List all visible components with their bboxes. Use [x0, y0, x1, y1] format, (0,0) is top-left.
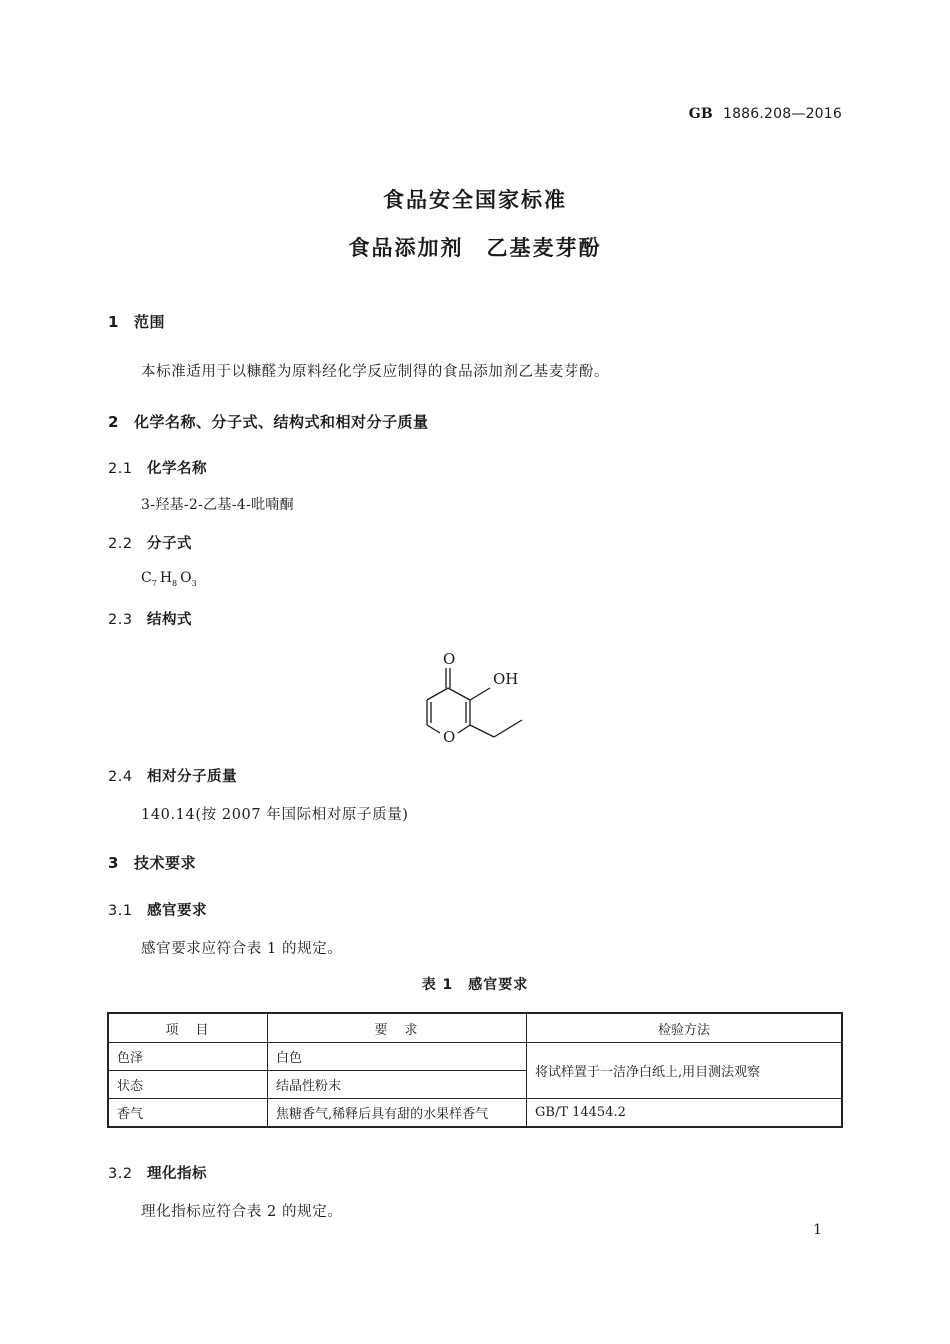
- table-header-row: [108, 1013, 842, 1043]
- section-title: 理化指标: [147, 1166, 207, 1182]
- section-number: 2.2: [108, 536, 133, 552]
- cell-requirement: 结晶性粉末: [268, 1071, 527, 1099]
- document-title: 食品安全国家标准: [383, 188, 567, 212]
- standard-prefix: GB: [688, 106, 713, 122]
- count-o: 3: [191, 578, 197, 588]
- count-h: 8: [172, 578, 178, 588]
- ring-bond: [427, 688, 448, 700]
- hydroxyl-label: OH: [493, 670, 519, 688]
- section-number: 3.1: [108, 903, 133, 919]
- ring-oxygen-label: O: [443, 728, 456, 746]
- section-number: 3: [108, 854, 119, 872]
- section-title: 化学名称: [147, 461, 207, 477]
- ring-bond: [458, 725, 470, 733]
- ethyl-bond: [494, 720, 522, 737]
- chemical-name: 3-羟基-2-乙基-4-吡喃酮: [141, 497, 294, 513]
- cell-requirement: 白色: [268, 1043, 527, 1071]
- column-header-requirement: 要 求: [268, 1013, 527, 1043]
- ring-bond: [427, 725, 440, 733]
- element-h: H: [159, 570, 173, 586]
- table-row: [108, 1043, 842, 1071]
- section-2-4-heading: [108, 765, 237, 786]
- section-number: 2: [108, 413, 119, 431]
- section-2-heading: [108, 411, 429, 432]
- standard-code: [689, 106, 842, 122]
- cell-method: GB/T 14454.2: [527, 1099, 843, 1128]
- section-title: 技术要求: [134, 854, 197, 872]
- section-3-2-heading: [108, 1162, 207, 1183]
- section-number: 1: [108, 313, 119, 331]
- section-number: 3.2: [108, 1166, 133, 1182]
- section-2-1-heading: [108, 457, 207, 478]
- cell-requirement: 焦糖香气,稀释后具有甜的水果样香气: [268, 1099, 527, 1128]
- section-3-heading: [108, 852, 196, 873]
- sensory-requirements-table: [107, 1012, 843, 1128]
- section-2-2-heading: [108, 532, 192, 553]
- section-number: 2.1: [108, 461, 133, 477]
- section-1-heading: [108, 311, 165, 332]
- count-c: 7: [151, 578, 157, 588]
- standard-number: 1886.208—2016: [722, 106, 842, 122]
- structural-formula-diagram: [400, 640, 540, 750]
- scope-paragraph: 本标准适用于以糠醛为原料经化学反应制得的食品添加剂乙基麦芽酚。: [141, 364, 610, 380]
- cell-item: 香气: [108, 1099, 268, 1128]
- section-title: 化学名称、分子式、结构式和相对分子质量: [134, 413, 429, 431]
- element-o: O: [180, 570, 192, 586]
- section-title: 感官要求: [147, 903, 207, 919]
- section-number: 2.3: [108, 612, 133, 628]
- section-title: 范围: [134, 313, 166, 331]
- document-subtitle: 食品添加剂 乙基麦芽酚: [348, 236, 602, 260]
- ring-bond: [448, 688, 470, 700]
- section-number: 2.4: [108, 769, 133, 785]
- molecular-mass: 140.14(按 2007 年国际相对原子质量): [141, 807, 409, 823]
- physicochemical-paragraph: 理化指标应符合表 2 的规定。: [141, 1204, 343, 1220]
- column-header-method: 检验方法: [527, 1013, 843, 1043]
- element-c: C: [141, 570, 152, 586]
- section-2-3-heading: [108, 608, 192, 629]
- table-row: [108, 1099, 842, 1128]
- page-number: 1: [813, 1222, 822, 1238]
- sensory-paragraph: 感官要求应符合表 1 的规定。: [141, 941, 343, 957]
- column-header-item: 项 目: [108, 1013, 268, 1043]
- section-title: 结构式: [147, 612, 192, 628]
- section-title: 相对分子质量: [147, 769, 237, 785]
- molecular-formula: [141, 570, 200, 588]
- carbonyl-oxygen-label: O: [443, 650, 456, 668]
- section-title: 分子式: [147, 536, 192, 552]
- section-3-1-heading: [108, 899, 207, 920]
- table-1-caption: 表 1 感官要求: [421, 977, 529, 993]
- cell-item: 状态: [108, 1071, 268, 1099]
- hydroxyl-bond: [470, 688, 490, 700]
- ethyl-bond: [470, 725, 494, 737]
- cell-method: 将试样置于一洁净白纸上,用目测法观察: [527, 1043, 843, 1099]
- cell-item: 色泽: [108, 1043, 268, 1071]
